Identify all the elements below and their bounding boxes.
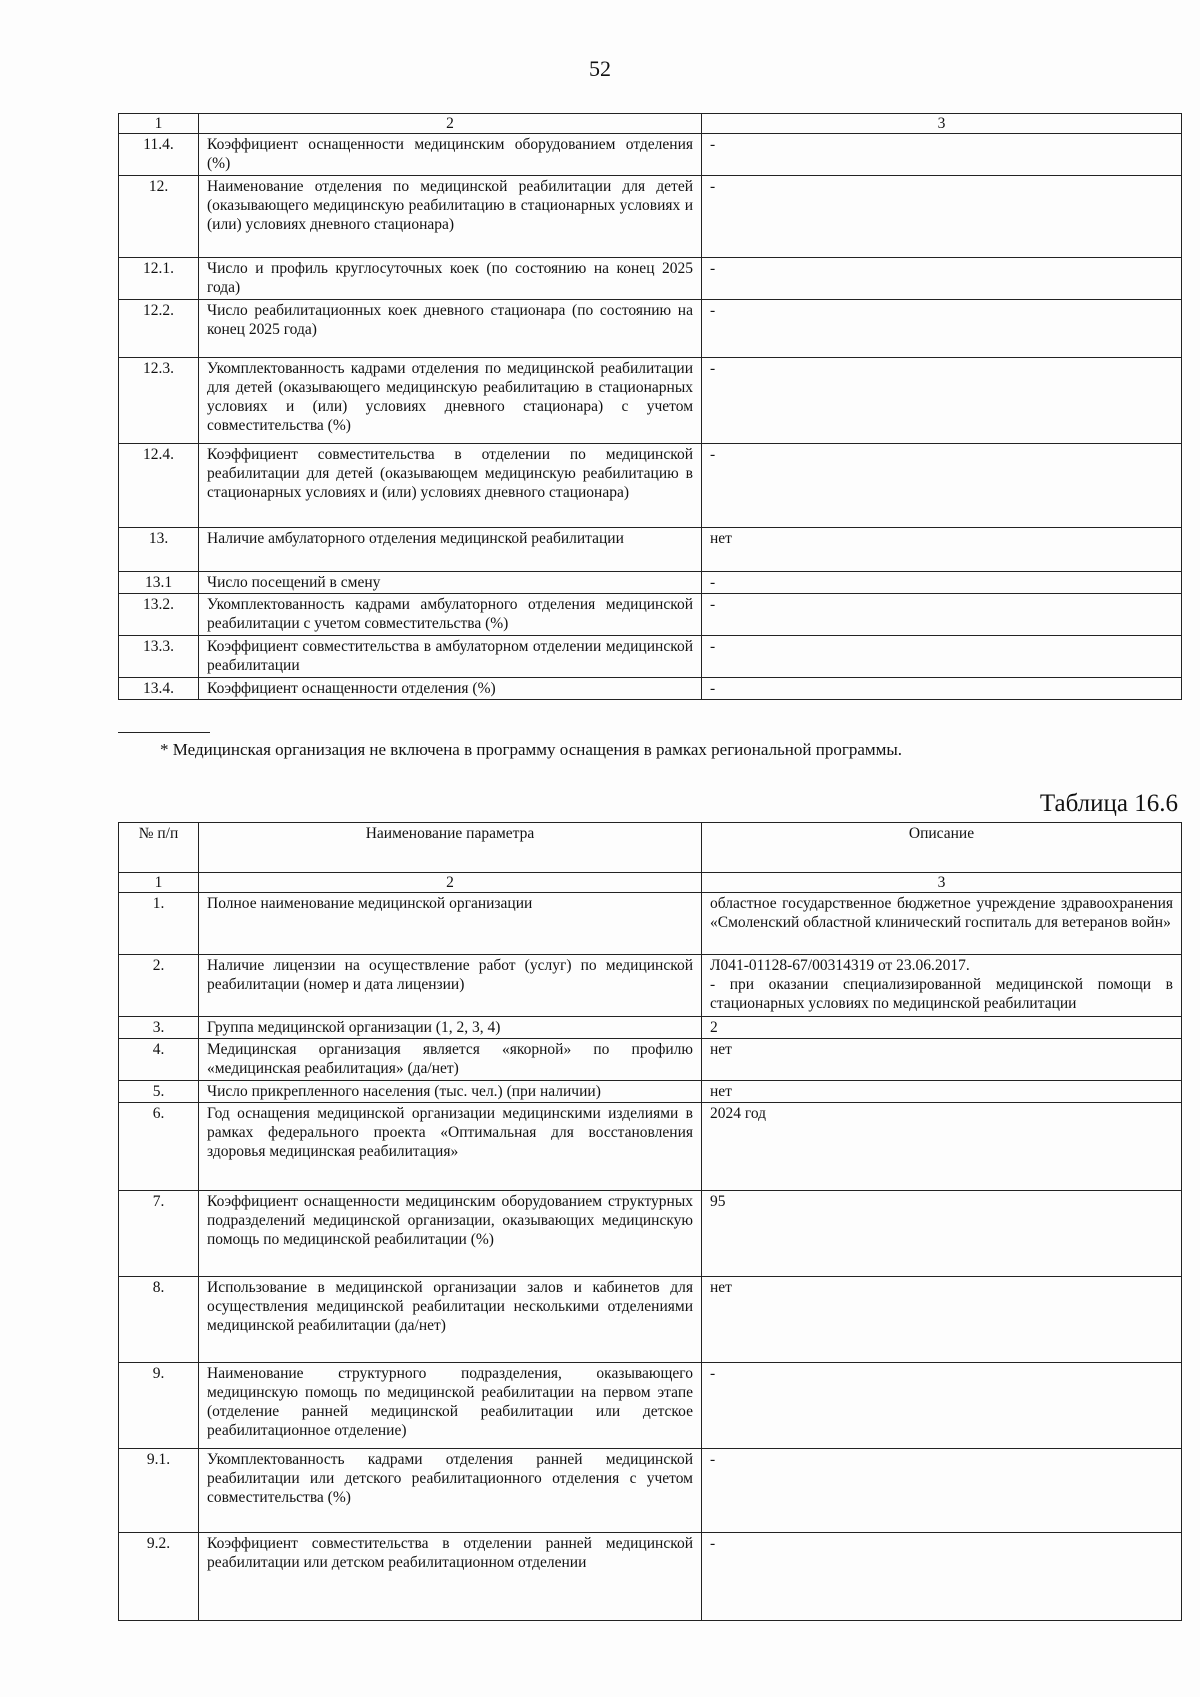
footnote: * Медицинская организация не включена в программу оснащения в рамках региональной программы.	[160, 740, 903, 759]
row-number: 9.	[119, 1363, 199, 1449]
header-row	[119, 823, 1182, 873]
table-row	[119, 528, 1182, 572]
parameter-value: -	[702, 300, 1182, 358]
continuation-table	[118, 113, 1182, 700]
row-number: 13.1	[119, 572, 199, 594]
parameter-name: Число прикрепленного населения (тыс. чел.) (при наличии)	[199, 1081, 702, 1103]
parameter-name: Укомплектованность кадрами отделения по медицинской реабилитации для детей (оказывающего медицинскую реабилитацию в стационарных условиях и (или) условиях дневного стационара) с учетом совместительства (%)	[199, 358, 702, 444]
parameter-name: Полное наименование медицинской организации	[199, 893, 702, 955]
parameter-value: нет	[702, 1039, 1182, 1081]
parameter-name: Наличие лицензии на осуществление работ (услуг) по медицинской реабилитации (номер и дата лицензии)	[199, 955, 702, 1017]
parameter-value: -	[702, 176, 1182, 258]
column-number: 3	[702, 873, 1182, 893]
table-row	[119, 444, 1182, 528]
row-number: 13.2.	[119, 594, 199, 636]
table-row	[119, 1191, 1182, 1277]
row-number: 3.	[119, 1017, 199, 1039]
parameter-value: -	[702, 258, 1182, 300]
row-number: 2.	[119, 955, 199, 1017]
license-scope: - при оказании специализированной медицинской помощи в стационарных условиях по медицинской реабилитации	[710, 976, 1173, 1012]
column-number: 2	[199, 114, 702, 134]
table-row	[119, 1081, 1182, 1103]
table-row	[119, 1449, 1182, 1533]
column-number: 1	[119, 114, 199, 134]
header-parameter-name: Наименование параметра	[199, 823, 702, 873]
table-row	[119, 176, 1182, 258]
parameter-value: -	[702, 594, 1182, 636]
row-number: 13.4.	[119, 678, 199, 700]
row-number: 13.3.	[119, 636, 199, 678]
parameter-name: Коэффициент оснащенности медицинским оборудованием структурных подразделений медицинской организации, оказывающих медицинскую помощь по медицинской реабилитации (%)	[199, 1191, 702, 1277]
row-number: 6.	[119, 1103, 199, 1191]
row-number: 12.3.	[119, 358, 199, 444]
column-number: 3	[702, 114, 1182, 134]
row-number: 7.	[119, 1191, 199, 1277]
parameter-name: Год оснащения медицинской организации медицинскими изделиями в рамках федерального проекта «Оптимальная для восстановления здоровья медицинская реабилитация»	[199, 1103, 702, 1191]
parameter-name: Коэффициент совместительства в отделении ранней медицинской реабилитации или детском реабилитационном отделении	[199, 1533, 702, 1621]
header-number: № п/п	[119, 823, 199, 873]
parameter-value: нет	[702, 528, 1182, 572]
parameter-name: Наличие амбулаторного отделения медицинской реабилитации	[199, 528, 702, 572]
parameter-value: 2	[702, 1017, 1182, 1039]
table-row	[119, 300, 1182, 358]
table-row	[119, 1277, 1182, 1363]
table-row	[119, 1039, 1182, 1081]
parameter-value: -	[702, 1533, 1182, 1621]
row-number: 12.	[119, 176, 199, 258]
row-number: 12.1.	[119, 258, 199, 300]
column-number-row	[119, 873, 1182, 893]
table-row	[119, 893, 1182, 955]
parameter-value: -	[702, 134, 1182, 176]
parameter-name: Число реабилитационных коек дневного стационара (по состоянию на конец 2025 года)	[199, 300, 702, 358]
parameter-name: Использование в медицинской организации залов и кабинетов для осуществления медицинской реабилитации несколькими отделениями медицинской реабилитации (да/нет)	[199, 1277, 702, 1363]
table-row	[119, 678, 1182, 700]
row-number: 11.4.	[119, 134, 199, 176]
row-number: 1.	[119, 893, 199, 955]
table-row	[119, 1363, 1182, 1449]
row-number: 13.	[119, 528, 199, 572]
parameter-name: Наименование структурного подразделения, оказывающего медицинскую помощь по медицинской реабилитации на первом этапе (отделение ранней медицинской реабилитации или детское реабилитационное отделение)	[199, 1363, 702, 1449]
license-number: Л041-01128-67/00314319 от 23.06.2017.	[710, 957, 970, 974]
table-row	[119, 594, 1182, 636]
parameter-value: 2024 год	[702, 1103, 1182, 1191]
table-row	[119, 572, 1182, 594]
parameter-value: -	[702, 1449, 1182, 1533]
parameter-name: Число посещений в смену	[199, 572, 702, 594]
parameter-value	[702, 955, 1182, 1017]
row-number: 12.4.	[119, 444, 199, 528]
parameter-name: Коэффициент совместительства в отделении по медицинской реабилитации для детей (оказывающем медицинскую реабилитацию в стационарных условиях и (или) условиях дневного стационара)	[199, 444, 702, 528]
table-row	[119, 358, 1182, 444]
parameter-name: Группа медицинской организации (1, 2, 3, 4)	[199, 1017, 702, 1039]
row-number: 4.	[119, 1039, 199, 1081]
table-row	[119, 955, 1182, 1017]
table-row	[119, 1103, 1182, 1191]
parameter-value: 95	[702, 1191, 1182, 1277]
parameter-value: -	[702, 678, 1182, 700]
parameter-name: Медицинская организация является «якорной» по профилю «медицинская реабилитация» (да/нет)	[199, 1039, 702, 1081]
header-description: Описание	[702, 823, 1182, 873]
parameter-value: -	[702, 444, 1182, 528]
parameters-table	[118, 822, 1182, 1621]
parameter-value: -	[702, 572, 1182, 594]
parameter-name: Число и профиль круглосуточных коек (по состоянию на конец 2025 года)	[199, 258, 702, 300]
row-number: 9.2.	[119, 1533, 199, 1621]
table-row	[119, 1017, 1182, 1039]
parameter-value: -	[702, 358, 1182, 444]
parameter-name: Коэффициент совместительства в амбулаторном отделении медицинской реабилитации	[199, 636, 702, 678]
table-row	[119, 134, 1182, 176]
table-row	[119, 636, 1182, 678]
parameter-value: -	[702, 636, 1182, 678]
parameter-value: областное государственное бюджетное учреждение здравоохранения «Смоленский областной клинический госпиталь для ветеранов войн»	[702, 893, 1182, 955]
row-number: 5.	[119, 1081, 199, 1103]
footnote-divider	[118, 732, 210, 733]
column-number: 1	[119, 873, 199, 893]
row-number: 12.2.	[119, 300, 199, 358]
parameter-name: Коэффициент оснащенности отделения (%)	[199, 678, 702, 700]
parameter-name: Укомплектованность кадрами амбулаторного отделения медицинской реабилитации с учетом совместительства (%)	[199, 594, 702, 636]
parameter-name: Укомплектованность кадрами отделения ранней медицинской реабилитации или детского реабилитационного отделения с учетом совместительства (%)	[199, 1449, 702, 1533]
parameter-value: нет	[702, 1277, 1182, 1363]
table-caption: Таблица 16.6	[1039, 790, 1178, 817]
row-number: 9.1.	[119, 1449, 199, 1533]
parameter-value: нет	[702, 1081, 1182, 1103]
parameter-name: Наименование отделения по медицинской реабилитации для детей (оказывающего медицинскую реабилитацию в стационарных условиях и (или) условиях дневного стационара)	[199, 176, 702, 258]
page-number: 52	[589, 56, 611, 81]
parameter-name: Коэффициент оснащенности медицинским оборудованием отделения (%)	[199, 134, 702, 176]
column-number: 2	[199, 873, 702, 893]
column-number-row	[119, 114, 1182, 134]
row-number: 8.	[119, 1277, 199, 1363]
table-row	[119, 258, 1182, 300]
parameter-value: -	[702, 1363, 1182, 1449]
table-row	[119, 1533, 1182, 1621]
